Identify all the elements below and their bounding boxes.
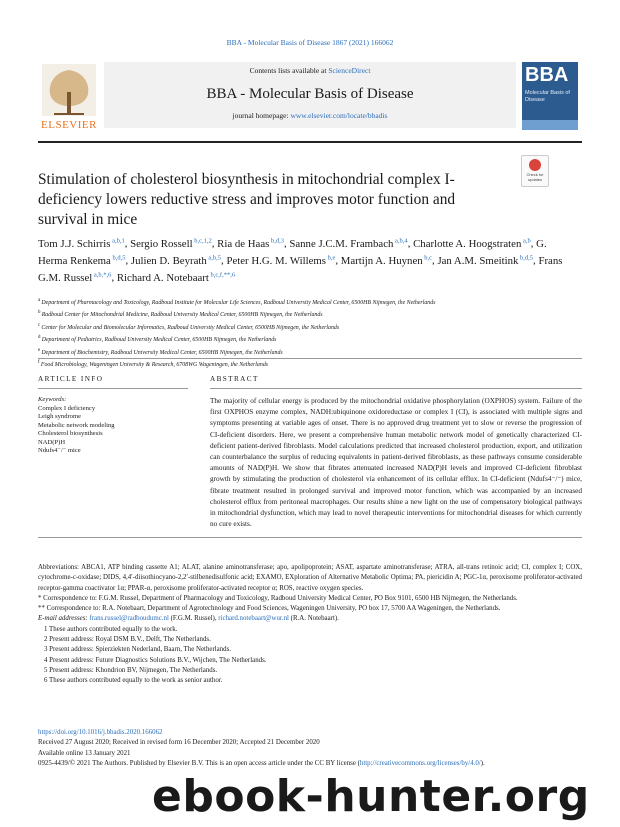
homepage-link[interactable]: www.elsevier.com/locate/bbadis [290, 111, 388, 120]
affiliation-text: Department of Biochemistry, Radboud University Medical Center, 6500HB Nijmegen, the Netherlands [41, 349, 283, 356]
homepage-line: journal homepage: www.elsevier.com/locate/bbadis [232, 111, 388, 120]
keyword-list [38, 405, 188, 456]
author-note: 3 Present address: Spierziekten Nederland, Baarn, The Netherlands. [44, 646, 232, 654]
keyword: NAD(P)H [38, 438, 66, 446]
affiliation-mark: b [38, 310, 42, 316]
correspondence-note-2: ** Correspondence to: R.A. Notebaart, Department of Agrotechnology and Food Sciences, Wageningen University, PO box 17, 5700 AA Wageningen, the Netherlands. [38, 605, 501, 613]
author[interactable] [117, 272, 235, 284]
check-updates-label: Check for updates [526, 172, 544, 182]
keyword: Complex I deficiency [38, 404, 96, 412]
cover-subtitle: Molecular Basis of Disease [525, 90, 570, 103]
author-name: Ria de Haas [217, 237, 270, 250]
author[interactable] [217, 238, 284, 250]
journal-banner [104, 62, 516, 128]
author-note: 2 Present address: Royal DSM B.V., Delft, The Netherlands. [44, 636, 211, 644]
affiliation-mark: a [38, 298, 42, 303]
author[interactable] [437, 255, 533, 267]
publisher-name: ELSEVIER [41, 119, 97, 131]
author-name: Sergio Rossell [130, 237, 193, 250]
author-name: Julien D. Beyrath [130, 254, 207, 267]
abstract-heading: ABSTRACT [210, 375, 259, 383]
affiliation [38, 346, 582, 358]
author-name: Peter H.G. M. Willems [226, 254, 326, 267]
publication-info [38, 728, 582, 769]
author-affiliation-marks: a,b,*,6 [92, 271, 112, 279]
affiliation-text: Center for Molecular and Biomolecular Informatics, Radboud University Medical Center, 6500HB Nijmegen, the Netherlands [41, 324, 340, 331]
author-affiliation-marks: b,e [325, 254, 336, 262]
keyword: Ndufs4⁻/⁻ mice [38, 447, 81, 454]
license-link[interactable]: http://creativecommons.org/licenses/by/4.0/ [359, 759, 481, 767]
keyword: Leigh syndrome [38, 413, 82, 420]
affiliation-mark: c [38, 322, 42, 328]
license-line: 0925-4439/© 2021 The Authors. Published by Elsevier B.V. This is an open access article under the CC BY license (http://creativecommons.org/licenses/by/4.0/). [38, 759, 485, 767]
keywords-block [38, 396, 188, 456]
author-affiliation-marks: b,c,1,2 [192, 237, 212, 244]
header-rule [38, 141, 582, 143]
keywords-label: Keywords: [38, 396, 67, 403]
author-notes [38, 625, 582, 687]
affiliation-text: Department of Pediatrics, Radboud University Medical Center, 6500HB Nijmegen, the Netherlands [41, 337, 277, 344]
received-dates: Received 27 August 2020; Received in revised form 16 December 2020; Accepted 21 December 2020 [38, 739, 320, 747]
email-link-notebaart[interactable]: richard.notebaart@wur.nl [218, 615, 289, 623]
affiliation-list [38, 296, 582, 371]
author-affiliation-marks: b,d,5 [110, 254, 126, 262]
author-list: Tom J.J. Schirris $^{a,b,1}$, Sergio Rossell $^{b,c,1,2}$, Ria de Haas $^{b,d,3}$, Sanne J.C.M. Frambach $^{a,b,4}$, Charlotte A. Hoogstraten $^{a,b}$, G. Herma Renkema $^{b,d,5}$, Julien D. Beyrath $^{a,b,5}$, Peter H.G. M. Willems $^{b,e}$, Martijn A. Huynen $^{b,c}$, Jan A.M. Smeitink $^{b,d,5}$, Frans G.M. Russel $^{a,b,*,6}$, Richard A. Notebaart $^{b,c,f,**,6}$ [38, 237, 563, 284]
author-affiliation-marks: b,c [422, 254, 433, 262]
email-link-russel[interactable]: frans.russel@radboudumc.nl [89, 615, 169, 623]
watermark-text: ebook-hunter.org [152, 771, 590, 822]
author-name: Tom J.J. Schirris [38, 237, 111, 250]
author[interactable] [341, 255, 432, 267]
author-name: Richard A. Notebaart [116, 271, 209, 284]
contents-line: Contents lists available at ScienceDirect [249, 66, 371, 75]
available-online: Available online 13 January 2021 [38, 749, 131, 757]
author-name: Charlotte A. Hoogstraten [413, 237, 522, 250]
footnotes [38, 563, 582, 687]
author-name: Jan A.M. Smeitink [437, 254, 519, 267]
email-note: E-mail addresses: frans.russel@radboudumc.nl (F.G.M. Russel), richard.notebaart@wur.nl (R.A. Notebaart). [38, 615, 339, 623]
author-affiliation-marks: b,d,5 [518, 254, 534, 262]
elsevier-logo [38, 62, 100, 132]
footnote-rule [38, 537, 582, 538]
affiliation-mark: d [38, 335, 42, 341]
article-info-heading: ARTICLE INFO [38, 375, 104, 383]
cover-title: BBA [525, 64, 569, 86]
check-for-updates-badge[interactable] [521, 155, 549, 187]
affiliation-text: Department of Pharmacology and Toxicology, Radboud Institute for Molecular Life Sciences, Radboud University Medical Center, 6500HB Nijmegen, the Netherlands [41, 299, 436, 306]
author[interactable] [38, 238, 125, 250]
author-note: 5 Present address: Khondrion BV, Nijmegen, The Netherlands. [44, 666, 218, 674]
affiliation [38, 308, 582, 320]
journal-title: BBA - Molecular Basis of Disease [206, 86, 414, 102]
author[interactable] [289, 238, 407, 250]
keyword: Metabolic network modeling [38, 421, 115, 429]
abstract-text: The majority of cellular energy is produced by the mitochondrial oxidative phosphorylation (OXPHOS) system. Failure of the first OXPHOS enzyme complex, NADH:ubiquinone oxidoreductase or complex I (CI), is associated with multiple signs and symptoms presenting at variable ages of onset. There is no approved drug treatment yet to slow or reverse the progression of CI-deficient disorders. Here, we present a comprehensive human metabolic network model of genetically characterized CI-deficient patient-derived fibroblasts. Model calculations predicted that increased cholesterol production, export, and utilization can counterbalance the surplus of reducing equivalents in patient-derived fibroblasts, as these pathways consume considerable amounts of NAD(P)H. We show that fibrates attenuated increased NAD(P)H levels and improved CI-deficient fibroblast growth by stimulating the production of cholesterol via enhancement of its cellular efflux. In CI-deficient (Ndufs4⁻/⁻) mice, fibrate treatment resulted in prolonged survival and improved motor function, which was accompanied by an increased cholesterol efflux from peritoneal macrophages. Our results shine a new light on the use of compensatory biological pathways in mitochondrial dysfunction, which may lead to novel therapeutic interventions for mitochondrial diseases for which currently no cure exists. [210, 397, 582, 529]
author-affiliation-marks: a,b,1 [110, 237, 125, 244]
article-title: Stimulation of cholesterol biosynthesis in mitochondrial complex I-deficiency lowers reductive stress and improves motor function and survival in mice [38, 171, 456, 228]
abbreviations-note: Abbreviations: ABCA1, ATP binding cassette A1; ALAT, alanine aminotransferase; apo, apolipoprotein; ASAT, aspartate aminotransferase; ATRA, all-trans retinoic acid; CI, complex I; COX, cytochrome-c-oxidase; DIDS, 4,4′-diisothiocyano-2,2′-stilbenedisulfonic acid; EXAMO, EXploration of Alternative Metabolic Optima; PA, piericidin A; PGC-1α, peroxisome proliferator-activated receptor-gamma coactivator 1α; PPAR-α, peroxisome proliferator-activated receptor α; ROS, reactive oxygen species. [38, 564, 582, 592]
affiliation-text: Food Microbiology, Wageningen University & Research, 6708WG Wageningen, the Netherlands [40, 362, 269, 369]
article-info-rule [38, 388, 188, 389]
affiliation [38, 296, 582, 308]
affiliation-mark: f [38, 360, 41, 366]
author[interactable] [130, 238, 212, 250]
author-affiliation-marks: a,b [521, 237, 531, 244]
doi-link[interactable]: https://doi.org/10.1016/j.bbadis.2020.166062 [38, 729, 163, 736]
author-name: Martijn A. Huynen [340, 254, 423, 267]
author-affiliation-marks: a,b,4 [393, 237, 408, 244]
author[interactable] [131, 255, 221, 267]
affiliation [38, 321, 582, 333]
section-rule [38, 358, 582, 359]
affiliation-mark: e [38, 347, 42, 353]
author-name: Frans G.M. Russel [38, 254, 563, 284]
author[interactable] [226, 255, 335, 267]
author-affiliation-marks: b,d,3 [269, 237, 284, 244]
check-updates-icon [529, 159, 541, 171]
sciencedirect-link[interactable]: ScienceDirect [328, 66, 371, 75]
cover-band [522, 120, 578, 130]
author-note: 4 Present address: Future Diagnostics Solutions B.V., Wijchen, The Netherlands. [44, 656, 267, 664]
author-name: Sanne J.C.M. Frambach [289, 237, 394, 250]
author-note: 1 These authors contributed equally to the work. [44, 625, 178, 633]
journal-cover [522, 62, 578, 130]
keyword: Cholesterol biosynthesis [38, 430, 103, 437]
affiliation [38, 333, 582, 345]
affiliation-text: Radboud Center for Mitochondrial Medicine, Radboud University Medical Center, 6500HB Nijmegen, the Netherlands [41, 312, 323, 319]
journal-citation[interactable]: BBA - Molecular Basis of Disease 1867 (2021) 166062 [226, 38, 394, 47]
affiliation [38, 358, 582, 370]
author[interactable] [413, 238, 531, 250]
correspondence-note-1: * Correspondence to: F.G.M. Russel, Department of Pharmacology and Toxicology, Radboud University Medical Center, PO Box 9101, 6500 HB Nijmegen, the Netherlands. [38, 594, 518, 602]
author-affiliation-marks: a,b,5 [206, 254, 222, 262]
author-affiliation-marks: b,c,f,**,6 [208, 271, 236, 279]
author-note: 6 These authors contributed equally to the work as senior author. [44, 677, 223, 685]
author-name: G. Herma Renkema [38, 237, 547, 267]
abstract-rule [210, 388, 582, 389]
